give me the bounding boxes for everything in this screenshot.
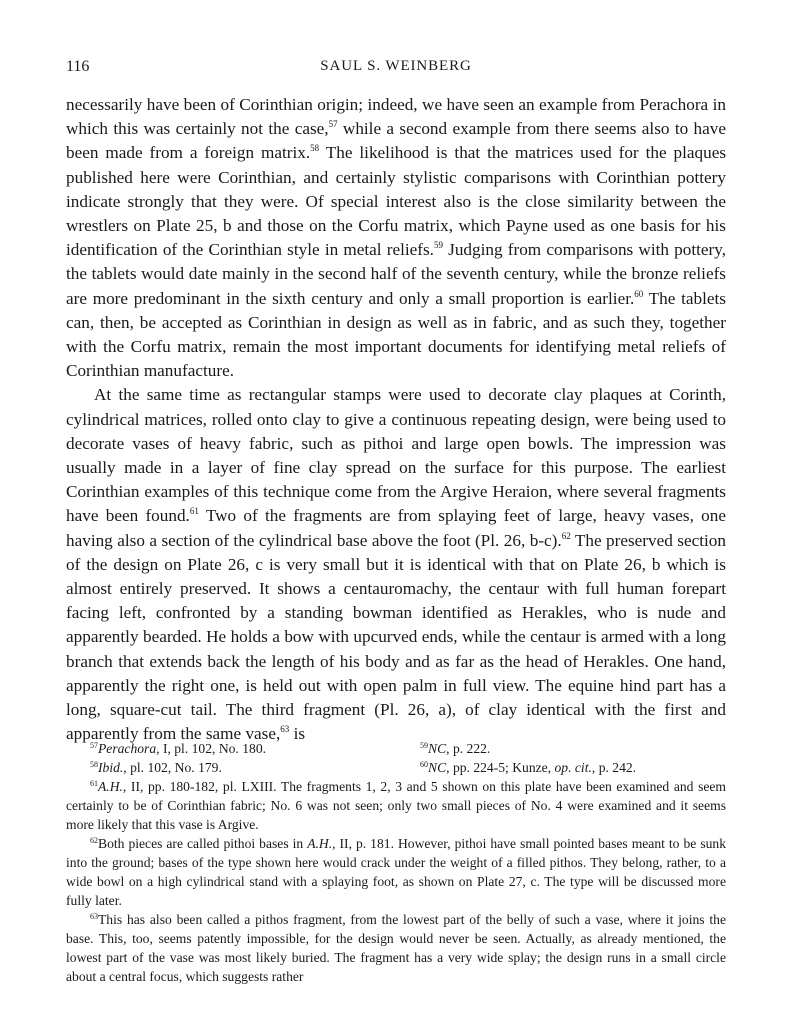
body-text bbox=[66, 93, 726, 746]
footnote-59: $^{59}$NC, p. 222. bbox=[420, 741, 491, 756]
paragraph-1: necessarily have been of Corinthian origin; indeed, we have seen an example from Perachora in which this was certainly not the case,$^{57}$ while a second example from there seems also to have been made from a foreign matrix.$^{58}$ The likelihood is that the matrices used for the plaques published here were Corinthian, and certainly stylistic comparisons with Corinthian pottery indicate strongly that they were. Of special interest also is the close similarity between the wrestlers on Plate 25, b and those on the Corfu matrix, which Payne used as one basis for his identification of the Corinthian style in metal reliefs.$^{59}$ Judging from comparisons with pottery, the tablets would date mainly in the second half of the seventh century, while the bronze reliefs are more predominant in the sixth century and only a small proportion is earlier.$^{60}$ The tablets can, then, be accepted as Corinthian in design as well as in fabric, and as such they, together with the Corfu matrix, remain the most important documents for identifying metal reliefs of Corinthian manufacture. bbox=[66, 95, 727, 381]
page-number: 116 bbox=[66, 58, 90, 75]
footnote-60: $^{60}$NC, pp. 224-5; Kunze, op. cit., p. 242. bbox=[420, 760, 637, 775]
footnote-ref-60[interactable]: 60 bbox=[634, 288, 644, 299]
footnote-ref-57[interactable]: 57 bbox=[328, 119, 338, 130]
footnote-ref-61[interactable]: 61 bbox=[189, 506, 199, 517]
footnote-58: $^{58}$Ibid., pl. 102, No. 179. bbox=[90, 760, 222, 775]
footnotes bbox=[66, 739, 726, 986]
footnote-ref-58[interactable]: 58 bbox=[310, 143, 320, 154]
footnote-62: $^{62}$Both pieces are called pithoi bases in A.H., II, p. 181. However, pithoi have small pointed bases meant to be sunk into the ground; bases of the type shown here would crack under the weight of a filled pithos. They belong, rather, to a wide bowl on a high cylindrical stand with a splaying foot, as shown on Plate 27, c. The type will be discussed more fully later. bbox=[66, 836, 726, 908]
paragraph-2: At the same time as rectangular stamps were used to decorate clay plaques at Corinth, cylindrical matrices, rolled onto clay to give a continuous repeating design, were being used to decorate vases of heavy fabric, such as pithoi and large open bowls. The impression was usually made in a layer of fine clay spread on the surface for this purpose. The earliest Corinthian examples of this technique come from the Argive Heraion, where several fragments have been found.$^{61}$ Two of the fragments are from splaying feet of large, heavy vases, one having also a section of the cylindrical base above the foot (Pl. 26, b-c).$^{62}$ The preserved section of the design on Plate 26, c is very small but it is identical with that on Plate 26, b which is almost entirely preserved. It shows a centauromachy, the centaur with full human forepart facing left, confronted by a standing bowman identified as Herakles, who is nude and apparently bearded. He holds a bow with upcurved ends, while the centaur is armed with a long branch that extends back the length of his body and as far as the head of Herakles. One hand, apparently the right one, is held out with open palm in full view. The equine hind part has a long, square-cut tail. The third fragment (Pl. 26, a), of clay identical with the first and apparently from the same vase,$^{63}$ is bbox=[66, 385, 726, 744]
footnote-ref-63[interactable]: 63 bbox=[280, 724, 290, 735]
footnote-57: $^{57}$Perachora, I, pl. 102, No. 180. bbox=[90, 741, 267, 756]
footnote-ref-62[interactable]: 62 bbox=[561, 530, 571, 541]
footnote-63: $^{63}$This has also been called a pithos fragment, from the lowest part of the belly of such a vase, where it joins the base. This, too, seems patently impossible, for the design would never be seen. Actually, as already mentioned, the lowest part of the vase was most likely buried. The fragment has a very wide splay; the design runs in a small circle about a central focus, which suggests rather bbox=[66, 912, 726, 984]
page-header bbox=[66, 58, 726, 80]
running-head: SAUL S. WEINBERG bbox=[320, 58, 472, 74]
footnotes-short bbox=[66, 739, 726, 777]
footnote-61: $^{61}$A.H., II, pp. 180-182, pl. LXIII. The fragments 1, 2, 3 and 5 shown on this plate have been examined and seem certainly to be of Corinthian fabric; No. 6 was not seen; only two small pieces of No. 4 were examined and it seems more likely that this vase is Argive. bbox=[66, 779, 726, 832]
footnote-ref-59[interactable]: 59 bbox=[433, 240, 443, 251]
